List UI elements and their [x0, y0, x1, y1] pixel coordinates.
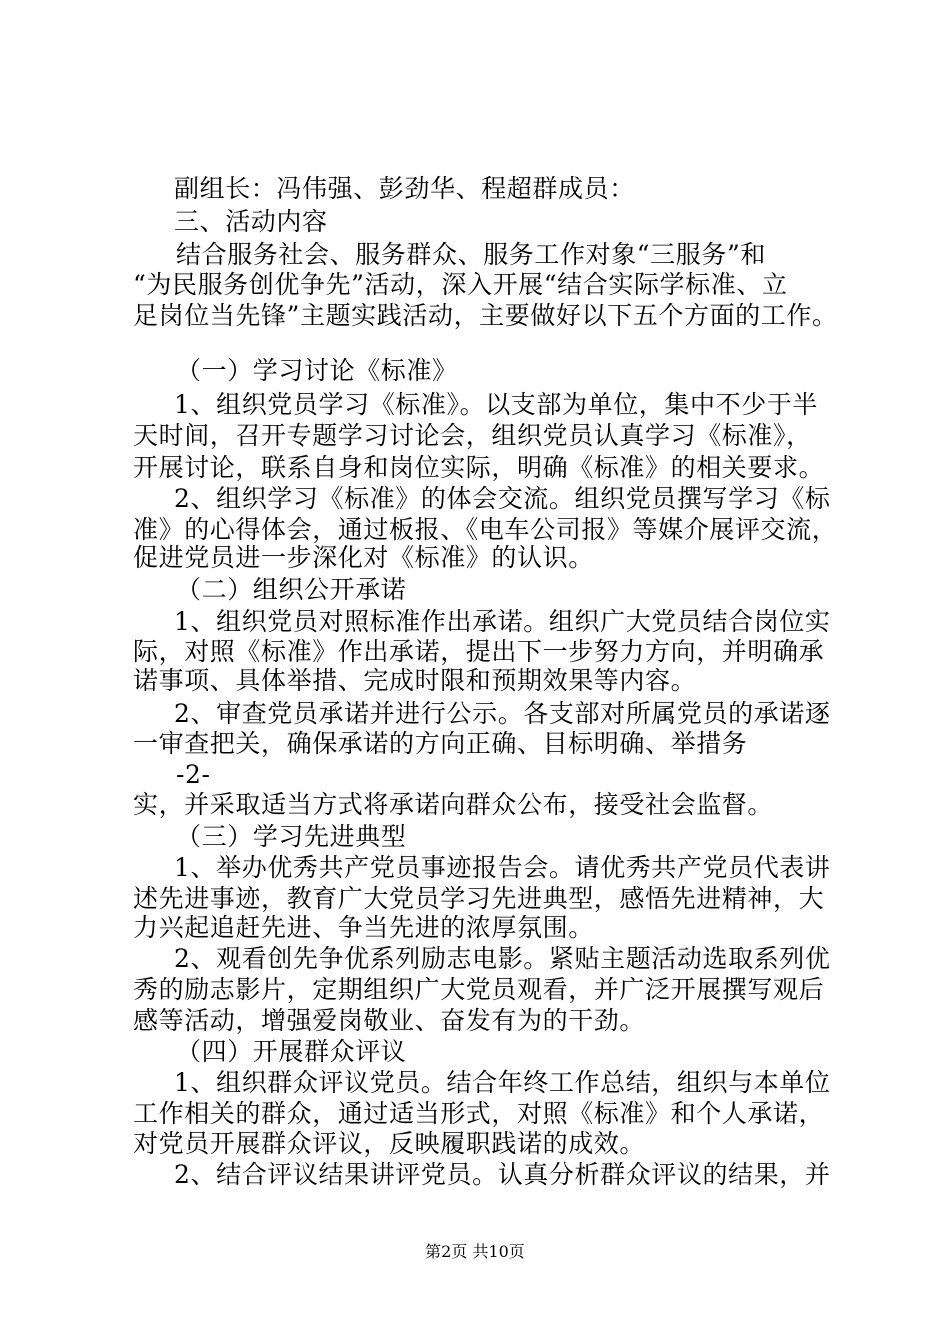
text-line: 结合服务社会、服务群众、服务工作对象“三服务”和	[176, 240, 766, 269]
text-line: 一审查把关，确保承诺的方向正确、目标明确、举措务	[133, 729, 748, 758]
text-line: 工作相关的群众，通过适当形式，对照《标准》和个人承诺，	[133, 1099, 825, 1128]
text-line: 促进党员进一步深化对《标准》的认识。	[133, 543, 594, 572]
text-line: 1、举办优秀共产党员事迹报告会。请优秀共产党员代表讲	[174, 853, 831, 882]
text-line: 际，对照《标准》作出承诺，提出下一步努力方向，并明确承	[133, 637, 825, 666]
text-line: 2、结合评议结果讲评党员。认真分析群众评议的结果，并	[174, 1160, 831, 1189]
text-line: 副组长：冯伟强、彭劲华、程超群成员：	[174, 174, 635, 203]
text-line: 诺事项、具体举措、完成时限和预期效果等内容。	[133, 666, 697, 695]
text-line: 1、组织群众评议党员。结合年终工作总结，组织与本单位	[174, 1068, 831, 1097]
text-line: 开展讨论，联系自身和岗位实际，明确《标准》的相关要求。	[133, 453, 825, 482]
text-line: 2、观看创先争优系列励志电影。紧贴主题活动选取系列优	[174, 944, 831, 973]
page-footer: 第2页 共10页	[425, 1242, 525, 1261]
subsection-heading: （二）组织公开承诺	[176, 575, 407, 604]
text-line: 1、组织党员学习《标准》。以支部为单位，集中不少于半	[174, 390, 819, 419]
text-line: 力兴起追赶先进、争当先进的浓厚氛围。	[133, 913, 594, 942]
text-line: 准》的心得体会，通过板报、《电车公司报》等媒介展评交流，	[133, 515, 838, 544]
text-line: 天时间，召开专题学习讨论会，组织党员认真学习《标准》，	[133, 421, 812, 450]
subsection-heading: （三）学习先进典型	[176, 822, 407, 851]
text-line: 1、组织党员对照标准作出承诺。组织广大党员结合岗位实	[174, 607, 831, 636]
text-line: 足岗位当先锋”主题实践活动，主要做好以下五个方面的工作。	[133, 301, 838, 330]
text-line: 对党员开展群众评议，反映履职践诺的成效。	[133, 1129, 646, 1158]
text-line: 2、组织学习《标准》的体会交流。组织党员撰写学习《标	[174, 484, 831, 513]
text-line: 感等活动，增强爱岗敬业、奋发有为的干劲。	[133, 1006, 646, 1035]
subsection-heading: （一）学习讨论《标准》	[176, 356, 458, 385]
section-heading: 三、活动内容	[174, 207, 328, 236]
text-line: 秀的励志影片，定期组织广大党员观看，并广泛开展撰写观后	[133, 975, 825, 1004]
text-line: “为民服务创优争先”活动，深入开展“结合实际学标准、立	[133, 270, 788, 299]
text-line: 2、审查党员承诺并进行公示。各支部对所属党员的承诺逐	[174, 699, 831, 728]
subsection-heading: （四）开展群众评议	[176, 1037, 407, 1066]
text-line: 述先进事迹，教育广大党员学习先进典型，感悟先进精神，大	[133, 884, 825, 913]
text-line: 实，并采取适当方式将承诺向群众公布，接受社会监督。	[133, 790, 774, 819]
page-number-marker: -2-	[176, 760, 211, 789]
